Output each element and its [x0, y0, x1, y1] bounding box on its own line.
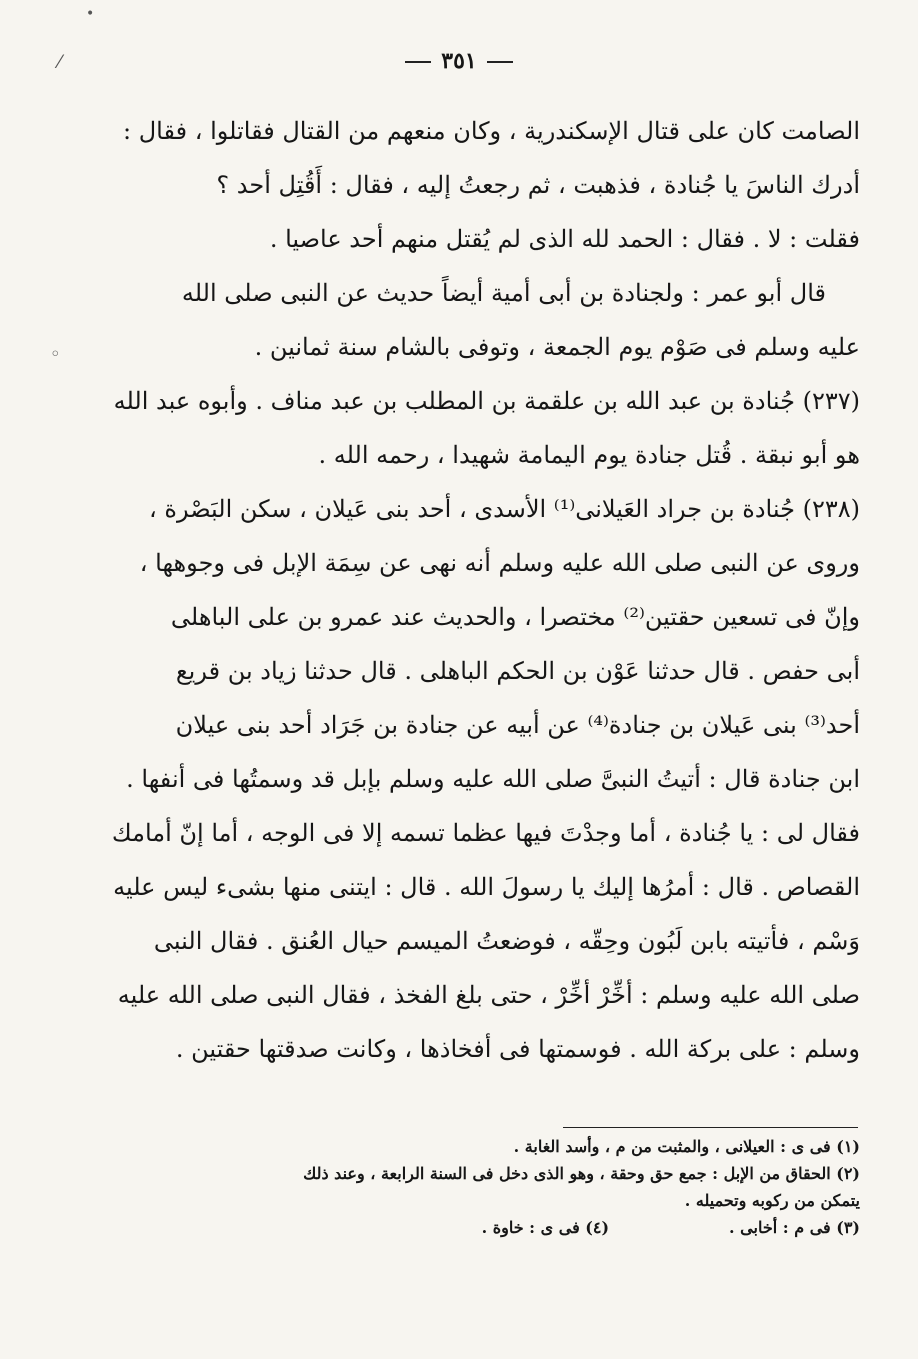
- text-line: وَسْم ، فأتيته بابن لَبُون وحِقّه ، فوضعتُ الميسم حيال العُنق . فقال النبى: [153, 927, 860, 955]
- footnote-4: (٤) فى ى : خاوة .: [481, 1218, 610, 1237]
- margin-pencil-mark: ⁄: [58, 52, 62, 73]
- margin-dot-mark: •: [86, 6, 95, 22]
- text-line: قال أبو عمر : ولجنادة بن أبى أمية أيضاً حديث عن النبى صلى الله: [181, 279, 826, 307]
- text-line: (٢٣٨) جُنادة بن جراد العَيلانى⁽¹⁾ الأسدى ، أحد بنى عَيلان ، سكن البَصْرة ،: [149, 495, 860, 523]
- text-line: وروى عن النبى صلى الله عليه وسلم أنه نهى عن سِمَة الإبل فى وجوهها ،: [139, 549, 860, 577]
- page-number-dash: [405, 61, 431, 63]
- text-line: (٢٣٧) جُنادة بن عبد الله بن علقمة بن المطلب بن عبد مناف . وأبوه عبد الله: [113, 387, 860, 415]
- text-line: وسلم : على بركة الله . فوسمتها فى أفخاذها ، وكانت صدقتها حقتين .: [175, 1035, 860, 1063]
- text-line: أحد⁽³⁾ بنى عَيلان بن جنادة⁽⁴⁾ عن أبيه عن جنادة بن جَرَاد أحد بنى عيلان: [175, 711, 860, 739]
- text-line: فقلت : لا . فقال : الحمد لله الذى لم يُقتل منهم أحد عاصيا .: [269, 225, 860, 253]
- margin-pencil-mark: ◦: [50, 344, 61, 365]
- footnote-2-continued: يتمكن من ركوبه وتحميله .: [684, 1191, 860, 1210]
- text-line: فقال لى : يا جُنادة ، أما وجدْتَ فيها عظما تسمه إلا فى الوجه ، أما إنّ أمامك: [111, 819, 860, 847]
- text-line: هو أبو نبقة . قُتل جنادة يوم اليمامة شهيدا ، رحمه الله .: [318, 441, 860, 469]
- footnote-3: (٣) فى م : أخابى .: [729, 1218, 860, 1237]
- footnote-row: [60, 1214, 860, 1241]
- text-line: الصامت كان على قتال الإسكندرية ، وكان منعهم من القتال فقاتلوا ، فقال :: [123, 117, 860, 145]
- text-line: ابن جنادة قال : أتيتُ النبىَّ صلى الله عليه وسلم بإبل قد وسمتُها فى أنفها .: [126, 765, 860, 793]
- text-line: القصاص . قال : أمرُها إليك يا رسولَ الله . قال : ايتنى منها بشىء ليس عليه: [113, 873, 860, 901]
- footnotes: [60, 1133, 860, 1241]
- text-line: وإنّ فى تسعين حقتين⁽²⁾ مختصرا ، والحديث عند عمرو بن على الباهلى: [170, 603, 860, 631]
- footnote-2: (٢) الحقاق من الإبل : جمع حق وحقة ، وهو الذى دخل فى السنة الرابعة ، وعند ذلك: [303, 1164, 860, 1183]
- footnote-divider: [563, 1127, 858, 1128]
- text-line: أدرك الناسَ يا جُنادة ، فذهبت ، ثم رجعتُ إليه ، فقال : أَقُتِل أحد ؟: [216, 171, 860, 199]
- footnote-1: (١) فى ى : العيلانى ، والمثبت من م ، وأسد الغابة .: [513, 1137, 860, 1156]
- page-number-value: ٣٥١: [441, 48, 477, 74]
- main-text: [60, 104, 860, 1076]
- text-line: عليه وسلم فى صَوْم يوم الجمعة ، وتوفى بالشام سنة ثمانين .: [254, 333, 860, 361]
- page-number: [0, 48, 918, 74]
- text-line: صلى الله عليه وسلم : أخِّرْ أخِّرْ ، حتى بلغ الفخذ ، فقال النبى صلى الله عليه: [117, 981, 860, 1009]
- page-number-dash: [487, 61, 513, 63]
- text-line: أبى حفص . قال حدثنا عَوْن بن الحكم الباهلى . قال حدثنا زياد بن قريع: [175, 657, 860, 685]
